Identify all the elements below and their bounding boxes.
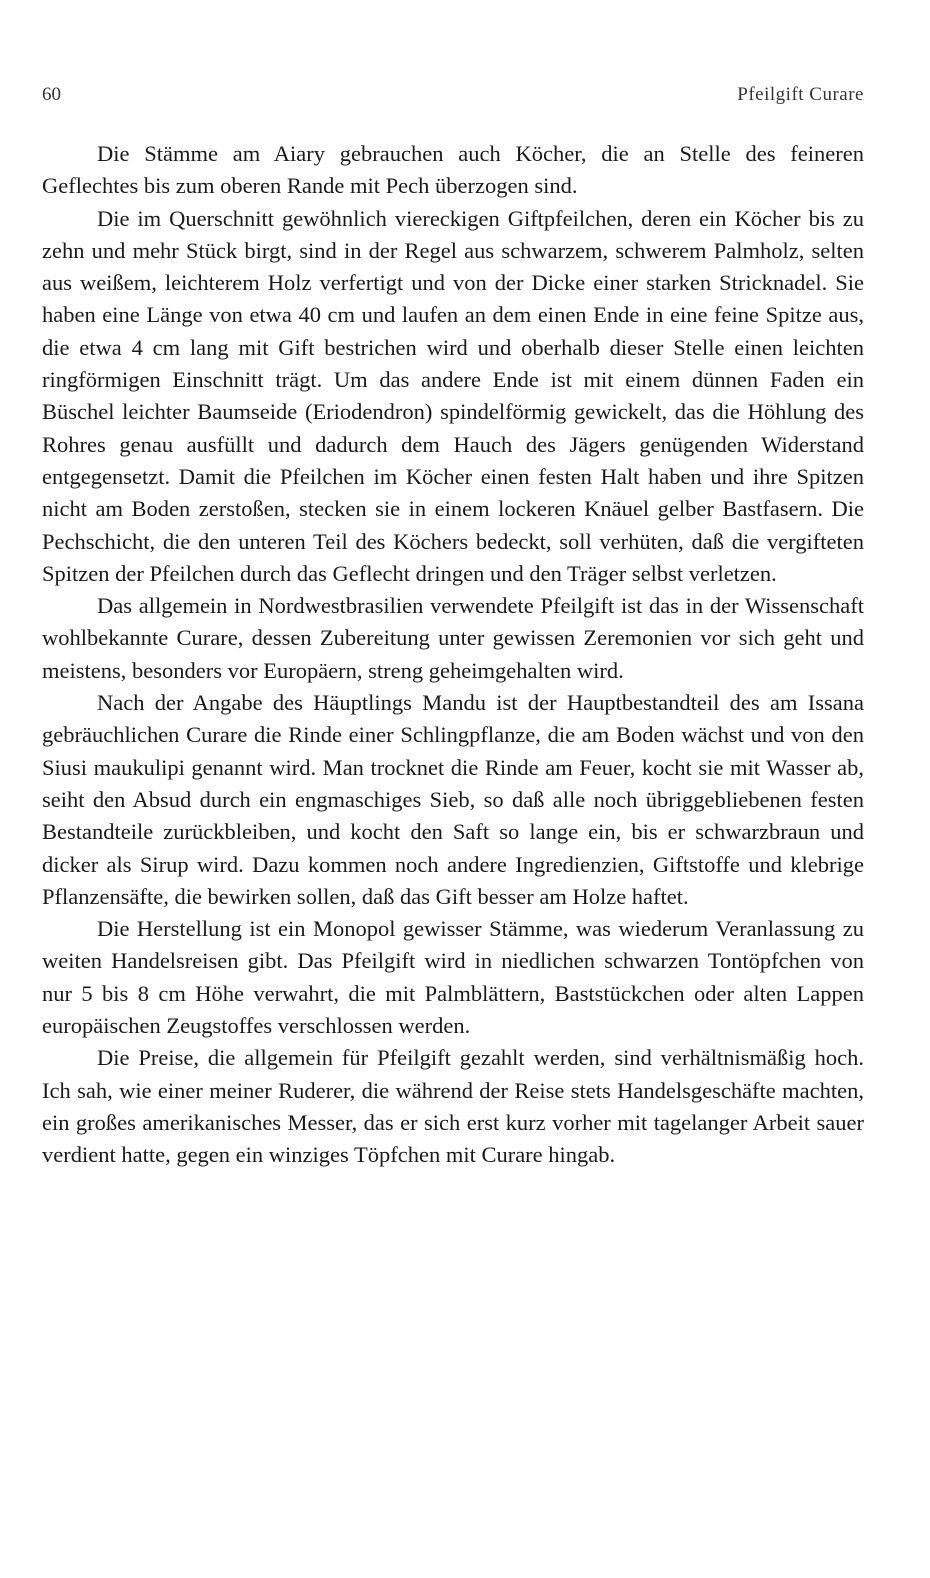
paragraph: Nach der Angabe des Häuptlings Mandu ist der Hauptbestandteil des am Issana gebräuchlichen Curare die Rinde einer Schlingpflanze, die am Boden wächst und von den Siusi maukulipi genannt wird. Man trocknet die Rinde am Feuer, kocht sie mit Wasser ab, seiht den Absud durch ein engmaschiges Sieb, so daß alle noch übriggebliebenen festen Bestandteile zurückbleiben, und kocht den Saft so lange ein, bis er schwarzbraun und dicker als Sirup wird. Dazu kommen noch andere Ingredienzien, Giftstoffe und klebrige Pflanzensäfte, die bewirken sollen, daß das Gift besser am Holze haftet.	[42, 690, 864, 909]
paragraph: Die Herstellung ist ein Monopol gewisser Stämme, was wiederum Veranlassung zu weiten Handelsreisen gibt. Das Pfeilgift wird in niedlichen schwarzen Tontöpfchen von nur 5 bis 8 cm Höhe verwahrt, die mit Palmblättern, Baststückchen oder alten Lappen europäischen Zeugstoffes verschlossen werden.	[42, 916, 864, 1039]
page-header	[42, 84, 864, 112]
running-head: Pfeilgift Curare	[737, 84, 864, 105]
body-text	[42, 138, 864, 1172]
paragraph: Das allgemein in Nordwestbrasilien verwendete Pfeilgift ist das in der Wissenschaft wohlbekannte Curare, dessen Zubereitung unter gewissen Zeremonien vor sich geht und meistens, besonders vor Europäern, streng geheimgehalten wird.	[42, 593, 864, 683]
paragraph: Die Stämme am Aiary gebrauchen auch Köcher, die an Stelle des feineren Geflechtes bis zum oberen Rande mit Pech überzogen sind.	[42, 141, 864, 199]
paragraph: Die Preise, die allgemein für Pfeilgift gezahlt werden, sind verhältnismäßig hoch. Ich sah, wie einer meiner Ruderer, die während der Reise stets Handelsgeschäfte machten, ein großes amerikanisches Messer, das er sich erst kurz vorher mit tagelanger Arbeit sauer verdient hatte, gegen ein winziges Töpfchen mit Curare hingab.	[42, 1045, 864, 1168]
page-number: 60	[42, 84, 61, 105]
paragraph: Die im Querschnitt gewöhnlich viereckigen Giftpfeilchen, deren ein Köcher bis zu zehn und mehr Stück birgt, sind in der Regel aus schwarzem, schwerem Palmholz, selten aus weißem, leichterem Holz verfertigt und von der Dicke einer starken Stricknadel. Sie haben eine Länge von etwa 40 cm und laufen an dem einen Ende in eine feine Spitze aus, die etwa 4 cm lang mit Gift bestrichen wird und oberhalb dieser Stelle einen leichten ringförmigen Einschnitt trägt. Um das andere Ende ist mit einem dünnen Faden ein Büschel leichter Baumseide (Eriodendron) spindelförmig gewickelt, das die Höhlung des Rohres genau ausfüllt und dadurch dem Hauch des Jägers genügenden Widerstand entgegensetzt. Damit die Pfeilchen im Köcher einen festen Halt haben und ihre Spitzen nicht am Boden zerstoßen, stecken sie in einem lockeren Knäuel gelber Bastfasern. Die Pechschicht, die den unteren Teil des Köchers bedeckt, soll verhüten, daß die vergifteten Spitzen der Pfeilchen durch das Geflecht dringen und den Träger selbst verletzen.	[42, 205, 864, 586]
